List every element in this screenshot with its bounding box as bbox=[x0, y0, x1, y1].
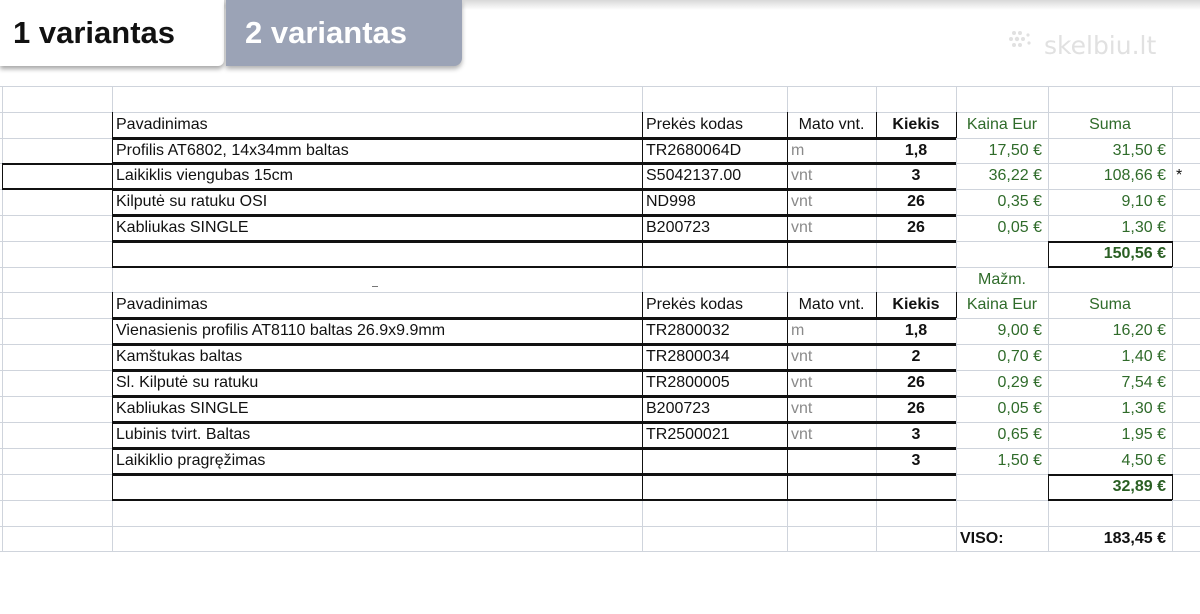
item-qty: 3 bbox=[911, 452, 921, 469]
grid-column-line bbox=[112, 370, 113, 396]
grid-column-line bbox=[787, 112, 788, 138]
tab-1-variantas[interactable]: 1 variantas bbox=[0, 0, 224, 66]
grid-column-line bbox=[642, 370, 643, 396]
item-code: ND998 bbox=[646, 193, 696, 210]
grid-column-line bbox=[642, 318, 643, 344]
item-name: Kamštukas baltas bbox=[116, 348, 243, 365]
grid-column-line bbox=[1172, 474, 1173, 500]
item-price: 0,35 € bbox=[997, 193, 1042, 210]
grid-column-line bbox=[642, 215, 643, 241]
grid-row-line bbox=[112, 370, 956, 372]
grid-column-line bbox=[642, 396, 643, 422]
item-unit: vnt bbox=[791, 374, 813, 391]
grid-column-line bbox=[787, 396, 788, 422]
grid-column-line bbox=[787, 448, 788, 474]
grid-column-line bbox=[112, 189, 113, 215]
grid-column-line bbox=[956, 292, 957, 318]
item-qty: 26 bbox=[907, 374, 925, 391]
grid-row-line bbox=[0, 551, 1200, 552]
grid-column-line bbox=[2, 86, 3, 551]
item-unit: m bbox=[791, 142, 805, 159]
grid-row-line bbox=[112, 422, 956, 424]
item-qty: 3 bbox=[911, 426, 921, 443]
grid-column-line bbox=[112, 241, 113, 267]
item-code: TR2800005 bbox=[646, 374, 730, 391]
item-sum: 16,20 € bbox=[1112, 322, 1166, 339]
grid-row-line bbox=[112, 163, 956, 165]
grid-column-line bbox=[2, 163, 3, 189]
grid-column-line bbox=[642, 344, 643, 370]
grid-column-line bbox=[642, 448, 643, 474]
item-name: Lubinis tvirt. Baltas bbox=[116, 426, 251, 443]
item-price: 0,05 € bbox=[997, 400, 1042, 417]
grand-total-label: VISO: bbox=[960, 530, 1004, 547]
grid-column-line bbox=[112, 112, 113, 138]
item-sum: 4,50 € bbox=[1121, 452, 1166, 469]
grid-column-line bbox=[787, 292, 788, 318]
grid-column-line bbox=[112, 163, 113, 189]
watermark-text: skelbiu.lt bbox=[1044, 30, 1157, 60]
header-qty: Kiekis bbox=[892, 296, 940, 313]
item-name: Profilis AT6802, 14x34mm baltas bbox=[116, 142, 349, 159]
item-unit: m bbox=[791, 322, 805, 339]
grid-row-line bbox=[112, 499, 956, 501]
grid-column-line bbox=[787, 344, 788, 370]
grid-column-line bbox=[112, 448, 113, 474]
item-price: 0,29 € bbox=[997, 374, 1042, 391]
item-price: 0,70 € bbox=[997, 348, 1042, 365]
grid-column-line bbox=[787, 318, 788, 344]
grid-row-line bbox=[112, 189, 956, 191]
grid-column-line bbox=[112, 292, 113, 318]
table-total: 32,89 € bbox=[1112, 478, 1166, 495]
item-code: TR2500021 bbox=[646, 426, 730, 443]
grid-column-line bbox=[642, 138, 643, 163]
item-price: 0,05 € bbox=[997, 219, 1042, 236]
item-sum: 1,30 € bbox=[1121, 219, 1166, 236]
grid-row-line bbox=[112, 448, 956, 450]
header-sum: Suma bbox=[1089, 116, 1131, 133]
item-price: 0,65 € bbox=[997, 426, 1042, 443]
item-qty: 26 bbox=[907, 400, 925, 417]
grid-row-line bbox=[2, 163, 112, 165]
grid-row-line bbox=[112, 396, 956, 398]
item-code: B200723 bbox=[646, 400, 711, 417]
grid-row-line bbox=[112, 474, 956, 476]
grid-column-line bbox=[112, 396, 113, 422]
grid-column-line bbox=[787, 422, 788, 448]
grid-column-line bbox=[112, 318, 113, 344]
grid-column-line bbox=[642, 163, 643, 189]
grid-column-line bbox=[642, 112, 643, 138]
grid-column-line bbox=[112, 422, 113, 448]
item-name: Kilputė su ratuku OSI bbox=[116, 193, 268, 210]
item-code: TR2800032 bbox=[646, 322, 730, 339]
stray-dash-mark bbox=[372, 286, 378, 287]
grid-column-line bbox=[642, 292, 643, 318]
grid-column-line bbox=[876, 112, 877, 138]
grid-row-line bbox=[112, 241, 956, 243]
item-name: Kabliukas SINGLE bbox=[116, 400, 249, 417]
grid-column-line bbox=[787, 163, 788, 189]
item-unit: vnt bbox=[791, 426, 813, 443]
item-price: 17,50 € bbox=[988, 142, 1042, 159]
item-sum: 7,54 € bbox=[1121, 374, 1166, 391]
grid-column-line bbox=[787, 138, 788, 163]
header-unit: Mato vnt. bbox=[798, 116, 865, 133]
header-name: Pavadinimas bbox=[116, 116, 208, 133]
item-qty: 3 bbox=[911, 167, 921, 184]
grid-column-line bbox=[787, 241, 788, 267]
item-code: S5042137.00 bbox=[646, 167, 742, 184]
header-sum: Suma bbox=[1089, 296, 1131, 313]
header-price: Kaina Eur bbox=[966, 116, 1038, 133]
grid-column-line bbox=[112, 344, 113, 370]
item-unit: vnt bbox=[791, 348, 813, 365]
item-name: Kabliukas SINGLE bbox=[116, 219, 249, 236]
item-qty: 26 bbox=[907, 219, 925, 236]
item-sum: 31,50 € bbox=[1112, 142, 1166, 159]
item-unit: vnt bbox=[791, 193, 813, 210]
item-qty: 26 bbox=[907, 193, 925, 210]
item-name: Vienasienis profilis AT8110 baltas 26.9x9.9mm bbox=[116, 322, 446, 339]
item-price: 1,50 € bbox=[997, 452, 1042, 469]
grand-total-value: 183,45 € bbox=[1103, 530, 1166, 547]
grid-column-line bbox=[1172, 241, 1173, 267]
grid-column-line bbox=[787, 370, 788, 396]
item-price: 9,00 € bbox=[997, 322, 1042, 339]
grid-row-line bbox=[2, 188, 112, 190]
item-qty: 1,8 bbox=[904, 142, 928, 159]
grid-row-line bbox=[0, 86, 1200, 87]
table-total: 150,56 € bbox=[1103, 245, 1166, 262]
header-code: Prekės kodas bbox=[646, 116, 743, 133]
header-qty: Kiekis bbox=[892, 116, 940, 133]
item-code: TR2680064D bbox=[646, 142, 742, 159]
grid-column-line bbox=[112, 215, 113, 241]
item-sum: 1,40 € bbox=[1121, 348, 1166, 365]
grid-row-line bbox=[112, 138, 956, 140]
item-code: TR2800034 bbox=[646, 348, 730, 365]
row-note-asterisk: * bbox=[1176, 167, 1183, 184]
grid-column-line bbox=[642, 422, 643, 448]
grid-column-line bbox=[642, 474, 643, 500]
grid-row-line bbox=[112, 266, 956, 268]
item-price: 36,22 € bbox=[988, 167, 1042, 184]
item-sum: 1,30 € bbox=[1121, 400, 1166, 417]
item-code: B200723 bbox=[646, 219, 711, 236]
grid-column-line bbox=[112, 138, 113, 163]
grid-column-line bbox=[876, 292, 877, 318]
item-sum: 108,66 € bbox=[1103, 167, 1166, 184]
item-unit: vnt bbox=[791, 400, 813, 417]
grid-column-line bbox=[956, 112, 957, 138]
item-name: Sl. Kilputė su ratuku bbox=[116, 374, 259, 391]
grid-column-line bbox=[112, 474, 113, 500]
grid-row-line bbox=[112, 344, 956, 346]
item-name: Laikiklis viengubas 15cm bbox=[116, 167, 293, 184]
grid-column-line bbox=[787, 215, 788, 241]
item-qty: 1,8 bbox=[904, 322, 928, 339]
grid-row-line bbox=[112, 215, 956, 217]
header-unit: Mato vnt. bbox=[798, 296, 865, 313]
item-unit: vnt bbox=[791, 167, 813, 184]
grid-column-line bbox=[642, 241, 643, 267]
item-sum: 1,95 € bbox=[1121, 426, 1166, 443]
header-price: Kaina Eur bbox=[966, 296, 1038, 313]
grid-column-line bbox=[642, 189, 643, 215]
item-code bbox=[642, 448, 787, 474]
between-label-mazm: Mažm. bbox=[978, 271, 1026, 288]
grid-row-line bbox=[112, 318, 956, 320]
header-name: Pavadinimas bbox=[116, 296, 208, 313]
header-code: Prekės kodas bbox=[646, 296, 743, 313]
item-name: Laikiklio pragręžimas bbox=[116, 452, 266, 469]
item-sum: 9,10 € bbox=[1121, 193, 1166, 210]
item-qty: 2 bbox=[911, 348, 921, 365]
tab-2-variantas[interactable]: 2 variantas bbox=[226, 0, 462, 66]
item-unit bbox=[787, 448, 876, 474]
grid-column-line bbox=[787, 474, 788, 500]
item-unit: vnt bbox=[791, 219, 813, 236]
grid-column-line bbox=[787, 189, 788, 215]
